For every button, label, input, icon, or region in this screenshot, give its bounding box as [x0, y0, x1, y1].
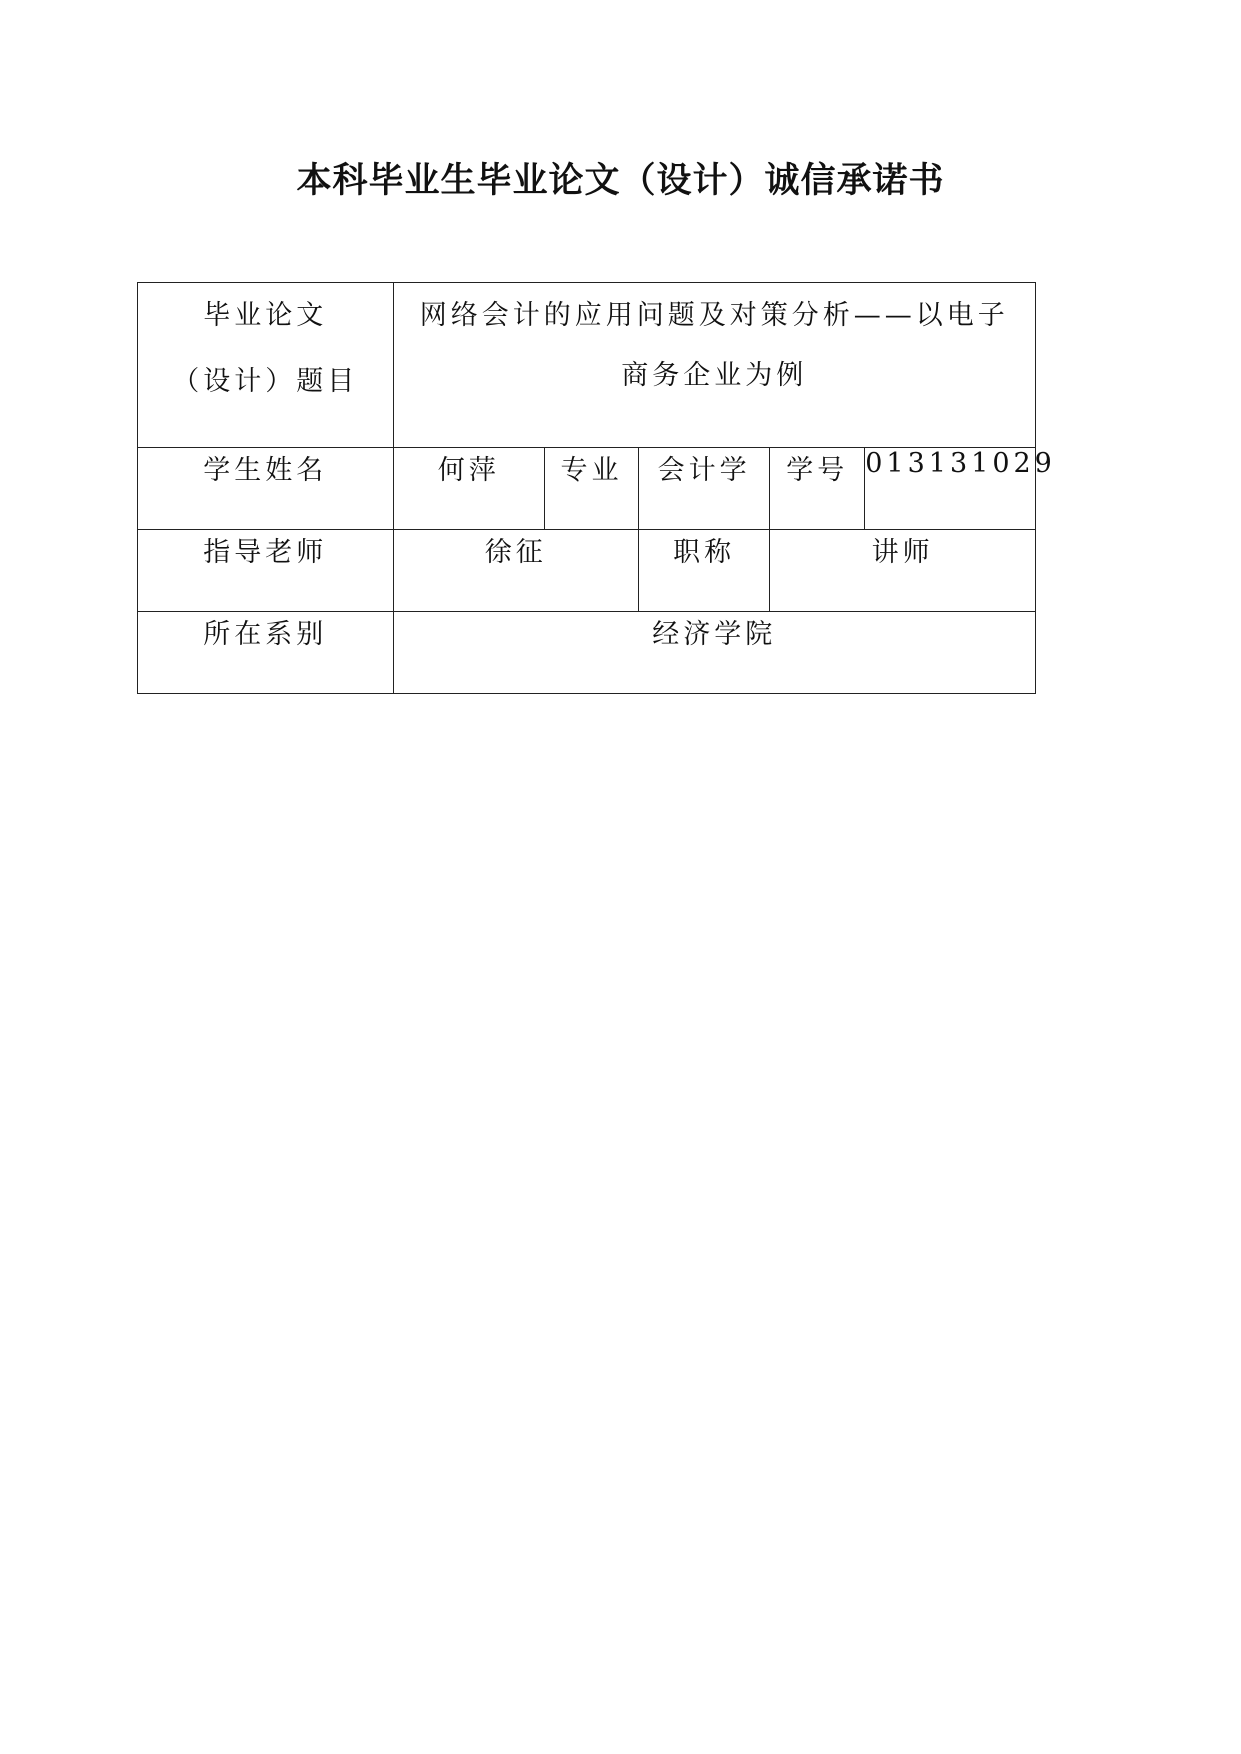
thesis-info-table: [137, 282, 1056, 694]
topic-value-cell: [393, 283, 1035, 448]
major-label: 专业: [545, 448, 639, 530]
topic-row: [138, 283, 1036, 448]
department-value: 经济学院: [393, 612, 1035, 694]
topic-label-line1: 毕业论文: [203, 300, 328, 331]
topic-label-cell: [138, 283, 394, 448]
student-row: [138, 448, 1036, 530]
page-title: 本科毕业生毕业论文（设计）诚信承诺书: [296, 161, 945, 201]
title-rank-label: 职称: [639, 530, 770, 612]
student-id-label: 学号: [770, 448, 865, 530]
student-id-value: 013131029: [865, 448, 1036, 530]
topic-label-line2: （设计）题目: [172, 366, 359, 397]
advisor-row: [138, 530, 1036, 612]
department-label: 所在系别: [138, 612, 394, 694]
title-rank-value: 讲师: [770, 530, 1036, 612]
advisor-value: 徐征: [393, 530, 638, 612]
department-row: [138, 612, 1036, 694]
student-name-label: 学生姓名: [138, 448, 394, 530]
student-name-value: 何萍: [393, 448, 545, 530]
major-value: 会计学: [639, 448, 770, 530]
topic-value-line2: 商务企业为例: [621, 360, 808, 391]
topic-value-line1: 网络会计的应用问题及对策分析——以电子: [419, 300, 1009, 331]
advisor-label: 指导老师: [138, 530, 394, 612]
